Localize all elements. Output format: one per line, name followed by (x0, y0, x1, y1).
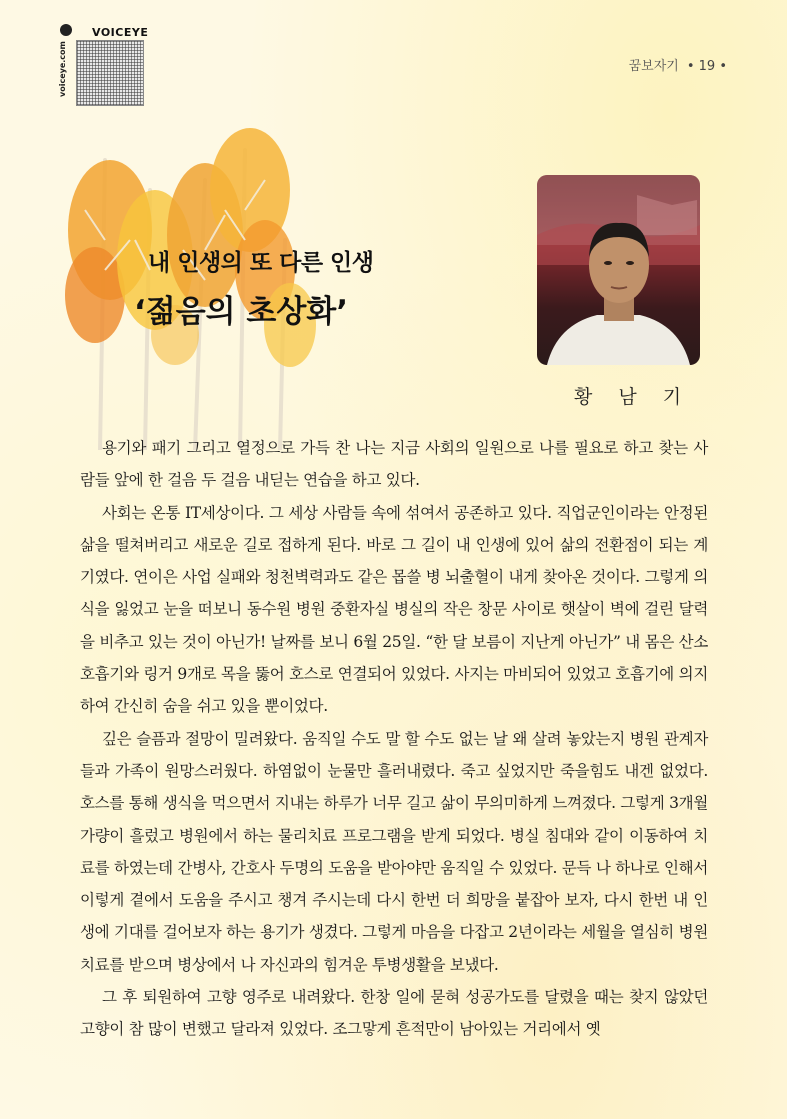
autumn-trees-illustration (55, 120, 355, 450)
voiceye-label: VOICEYE (92, 26, 149, 39)
paragraph: 용기와 패기 그리고 열정으로 가득 찬 나는 지금 사회의 일원으로 나를 필요로 하고 찾는 사람들 앞에 한 걸음 두 걸음 내딛는 연습을 하고 있다. (80, 439, 708, 490)
paragraph: 그 후 퇴원하여 고향 영주로 내려왔다. 한창 일에 묻혀 성공가도를 달렸을 때는 찾지 않았던 고향이 참 많이 변했고 달라져 있었다. 조그맣게 흔적만이 남아있는 거리에서 옛 (80, 988, 708, 1039)
paragraph: 사회는 온통 IT세상이다. 그 세상 사람들 속에 섞여서 공존하고 있다. 직업군인이라는 안정된 삶을 떨쳐버리고 새로운 길로 접하게 된다. 바로 그 길이 내 인생에 있어 삶의 전환점이 되는 계기였다. 연이은 사업 실패와 청천벽력과도 같은 몹쓸 병 뇌출혈이 내게 찾아온 것이다. 그렇게 의식을 잃었고 눈을 떠보니 동수원 병원 중환자실 병실의 작은 창문 사이로 햇살이 벽에 걸린 달력을 비추고 있는 것이 아닌가! 날짜를 보니 6월 25일. “한 달 보름이 지난게 아닌가” 내 몸은 산소호흡기와 링거 9개로 목을 뚫어 호스로 연결되어 있었다. 사지는 마비되어 있었고 호흡기에 의지하여 간신히 숨을 쉬고 있을 뿐이었다. (80, 503, 708, 716)
paragraph: 깊은 슬픔과 절망이 밀려왔다. 움직일 수도 말 할 수도 없는 날 왜 살려 놓았는지 병원 관계자들과 가족이 원망스러웠다. 하염없이 눈물만 흘러내렸다. 죽고 싶었지만 죽을힘도 내겐 없었다. 호스를 통해 생식을 먹으면서 지내는 하루가 너무 길고 삶이 무의미하게 느껴졌다. 그렇게 3개월 가량이 흘렀고 병원에서 하는 물리치료 프로그램을 받게 되었다. 병실 침대와 같이 이동하여 치료를 하였는데 간병사, 간호사 두명의 도움을 받아야만 움직일 수 있었다. 문득 나 하나로 인해서 이렇게 곁에서 도움을 주시고 챙겨 주시는데 다시 한번 더 희망을 붙잡아 보자, 다시 한번 내 인생에 기대를 걸어보자 하는 용기가 생겼다. 그렇게 마음을 다잡고 2년이라는 세월을 열심히 병원치료를 받으며 병상에서 나 자신과의 힘겨운 투병생활을 보냈다. (80, 729, 708, 974)
running-header (629, 55, 727, 74)
article-title: ‘젊음의 초상화’ (134, 294, 349, 330)
voiceye-url: voiceye.com (58, 41, 67, 97)
voiceye-code (58, 24, 148, 106)
section-name: 꿈보자기 (628, 59, 679, 74)
page-number: • 19 • (686, 59, 727, 74)
author-portrait (537, 175, 700, 365)
portrait-illustration (537, 175, 700, 365)
article-body (80, 432, 708, 1046)
author-name: 황 남 기 (574, 386, 692, 408)
voiceye-barcode (76, 40, 144, 106)
article-subtitle: 내 인생의 또 다른 인생 (148, 250, 374, 276)
